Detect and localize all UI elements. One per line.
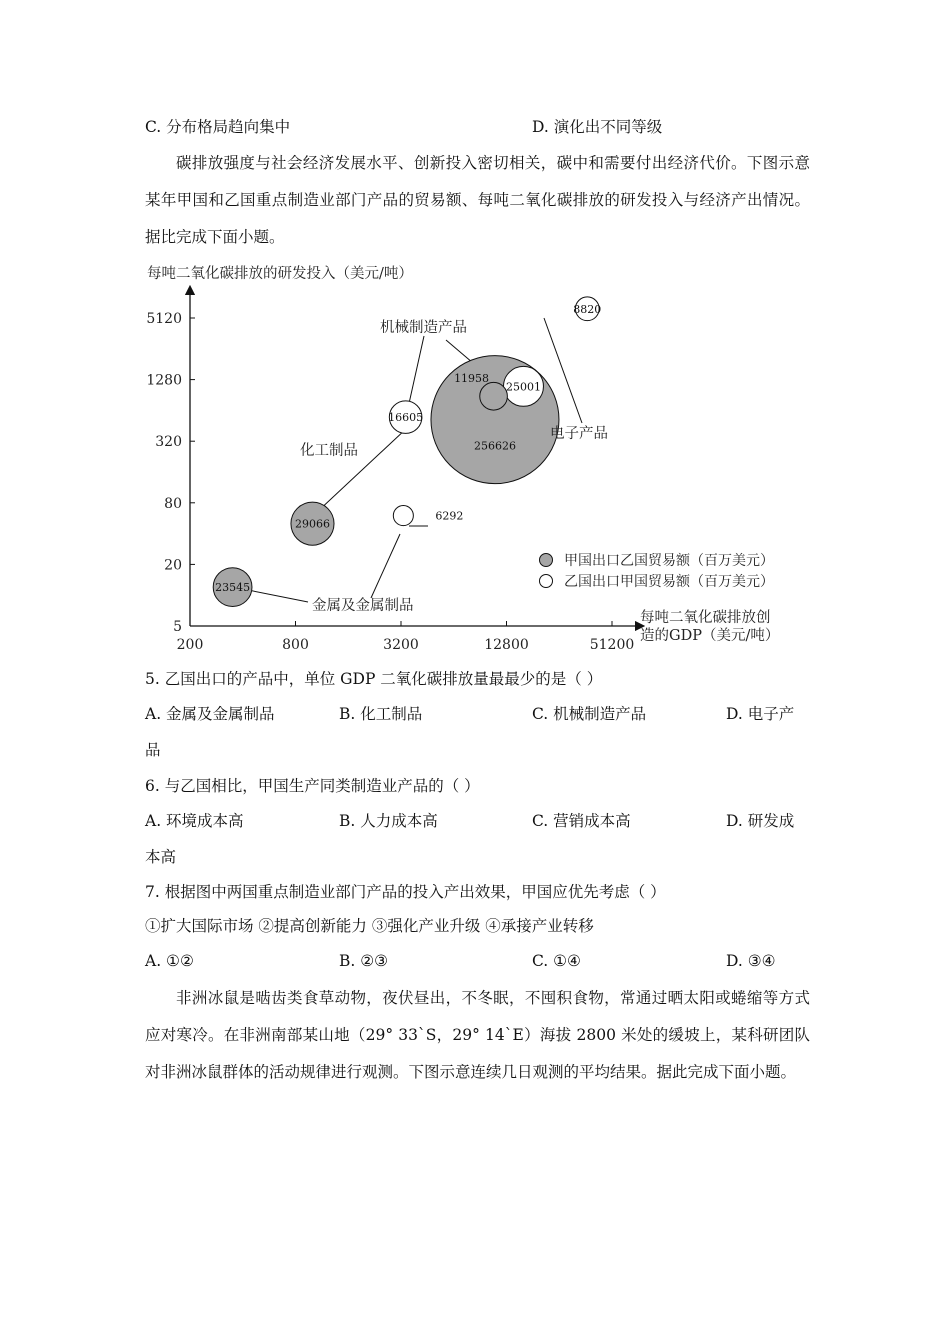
q7-option-d: D. ③④ xyxy=(726,952,776,970)
annotation-chemical: 化工制品 xyxy=(300,443,358,459)
y-axis-label: 每吨二氧化碳排放的研发投入（美元/吨） xyxy=(147,266,413,282)
q6-option-b: B. 人力成本高 xyxy=(339,812,438,830)
x-tick-label: 3200 xyxy=(383,637,419,653)
option-c: C. 分布格局趋向集中 xyxy=(145,118,291,136)
y-tick-label: 5 xyxy=(173,619,182,635)
intro-paragraph-1: 碳排放强度与社会经济发展水平、创新投入密切相关，碳中和需要付出经济代价。下图示意某年甲国和乙国重点制造业部门产品的贸易额、每吨二氧化碳排放的研发投入与经济产出情况。据比完成下面小题。 xyxy=(145,154,810,246)
legend-marker-jia xyxy=(540,554,553,567)
q5-option-b: B. 化工制品 xyxy=(339,705,423,723)
x-tick-label: 12800 xyxy=(484,637,529,653)
y-tick-label: 80 xyxy=(164,495,182,512)
yi-bubble-label: 25001 xyxy=(505,380,541,394)
option-d: D. 演化出不同等级 xyxy=(532,118,663,136)
question-6-stem: 6. 与乙国相比，甲国生产同类制造业产品的（ ） xyxy=(145,777,480,795)
y-tick-label: 320 xyxy=(155,434,182,451)
q5-option-d: D. 电子产 xyxy=(726,705,795,723)
q6-option-d-tail: 本高 xyxy=(145,848,177,866)
jia-bubble xyxy=(480,382,508,410)
x-axis-label-line1: 每吨二氧化碳排放创 xyxy=(640,610,771,626)
annotation-electronics: 电子产品 xyxy=(550,426,608,442)
y-tick-label: 1280 xyxy=(146,372,182,389)
q7-option-c: C. ①④ xyxy=(532,952,581,970)
y-tick-label: 5120 xyxy=(146,311,182,327)
question-5-stem: 5. 乙国出口的产品中，单位 GDP 二氧化碳排放量最最少的是（ ） xyxy=(145,670,603,688)
yi-bubble-label: 8820 xyxy=(573,302,602,316)
legend-label-yi: 乙国出口甲国贸易额（百万美元） xyxy=(564,574,774,590)
jia-bubble-label: 11958 xyxy=(454,372,490,386)
yi-bubble-label: 16605 xyxy=(388,411,424,425)
q5-option-d-tail: 品 xyxy=(145,741,161,759)
x-tick-label: 200 xyxy=(176,637,204,653)
intro-paragraph-2: 非洲冰鼠是啮齿类食草动物，夜伏昼出，不冬眠，不囤积食物，常通过晒太阳或蜷缩等方式应对寒冷。在非洲南部某山地（29° 33`S，29° 14`E）海拔 2800 米处的缓坡上，某科研团队对非洲冰鼠群体的活动规律进行观测。下图示意连续几日观测的平均结果。据此完成下面小题。 xyxy=(145,989,810,1081)
bubble-chart xyxy=(140,258,820,658)
x-axis-label-line2: 造的GDP（美元/吨） xyxy=(640,628,780,644)
q6-option-c: C. 营销成本高 xyxy=(532,812,631,830)
jia-bubble-label: 29066 xyxy=(294,517,330,531)
question-7-stem: 7. 根据图中两国重点制造业部门产品的投入产出效果，甲国应优先考虑（ ） xyxy=(145,883,666,901)
q5-option-a: A. 金属及金属制品 xyxy=(145,705,275,723)
question-7-choices: ①扩大国际市场 ②提高创新能力 ③强化产业升级 ④承接产业转移 xyxy=(145,917,594,935)
jia-bubble-label: 256626 xyxy=(473,439,516,453)
x-tick-label: 800 xyxy=(282,637,309,653)
q7-option-a: A. ①② xyxy=(145,952,194,970)
x-tick-label: 51200 xyxy=(589,637,635,653)
jia-bubble-label: 23545 xyxy=(215,581,251,595)
yi-bubble-label: 6292 xyxy=(435,509,464,523)
annotation-metal: 金属及金属制品 xyxy=(312,598,414,614)
legend-label-jia: 甲国出口乙国贸易额（百万美元） xyxy=(564,553,774,569)
q6-option-a: A. 环境成本高 xyxy=(145,812,244,830)
y-tick-label: 20 xyxy=(164,557,182,574)
q6-option-d: D. 研发成 xyxy=(726,812,795,830)
q7-option-b: B. ②③ xyxy=(339,952,389,970)
q5-option-c: C. 机械制造产品 xyxy=(532,705,647,723)
yi-bubble xyxy=(393,506,413,526)
legend-marker-yi xyxy=(540,575,553,588)
annotation-machinery: 机械制造产品 xyxy=(380,320,467,336)
